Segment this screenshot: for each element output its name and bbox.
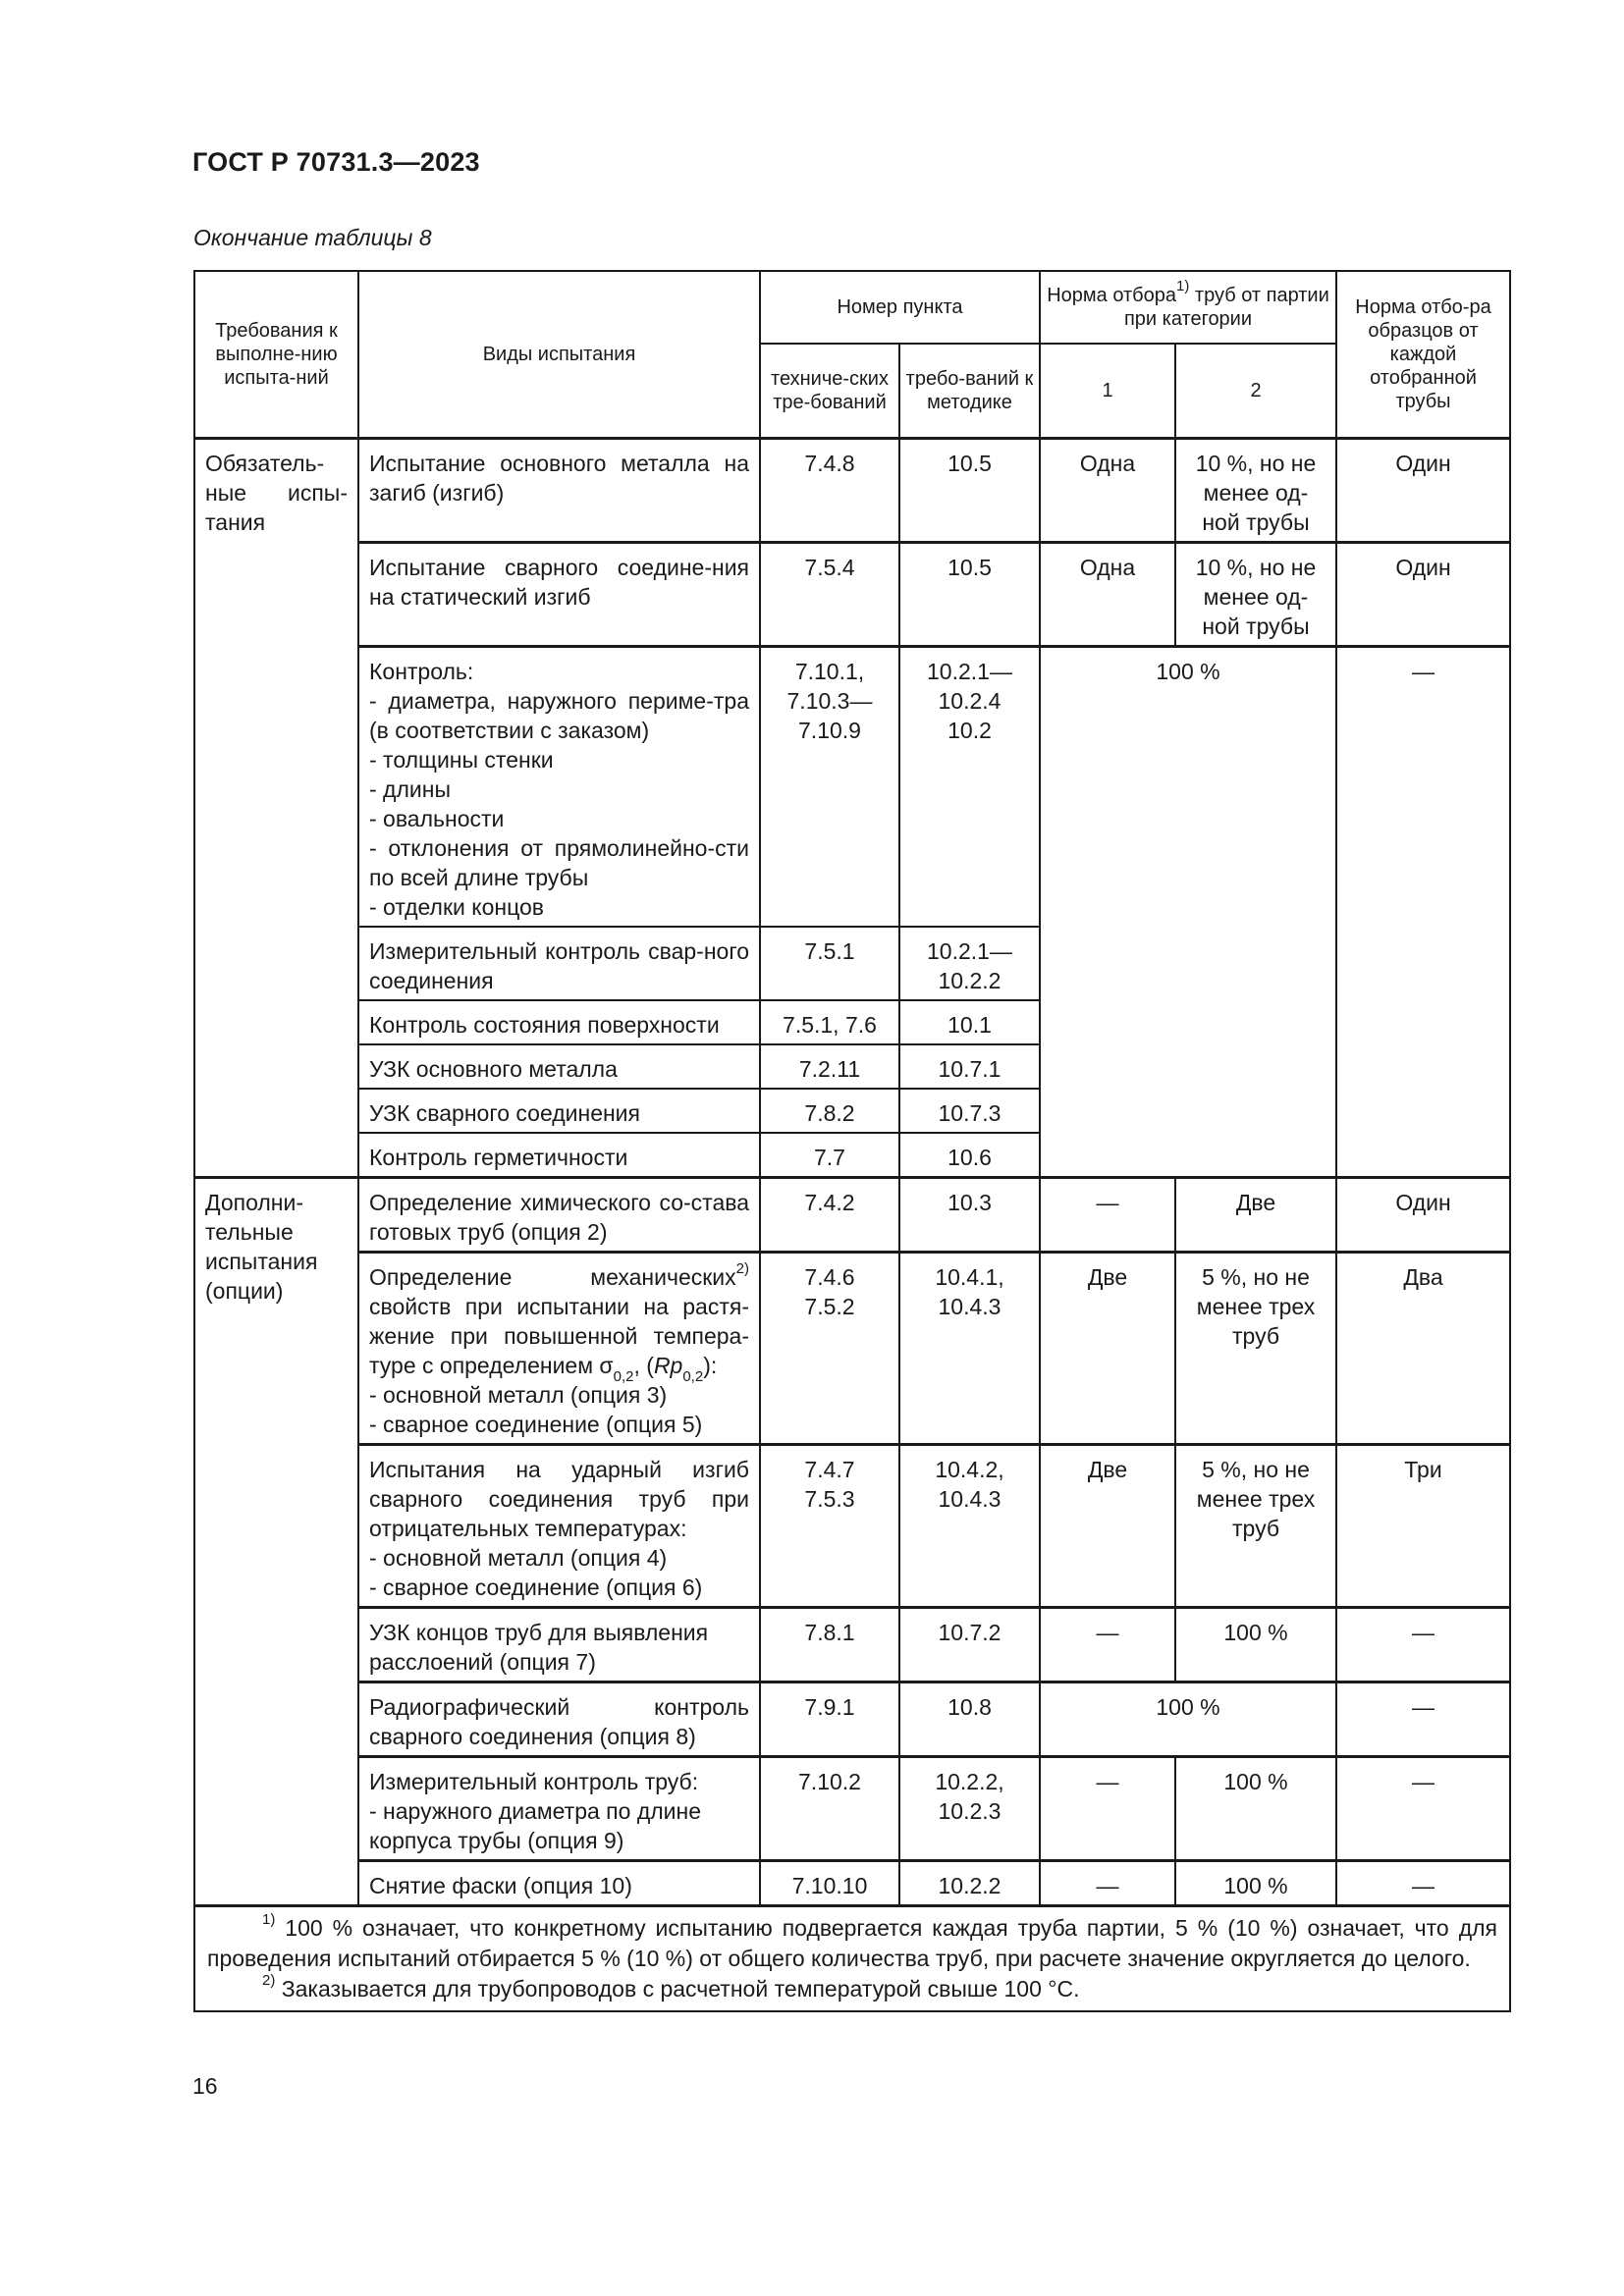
test-name: Контроль герметичности [358,1133,760,1178]
header-requirements: Требования к выполне-нию испыта-ний [194,271,358,438]
test-name: Определение химического со-става готовых труб (опция 2) [358,1177,760,1252]
tech-clause: 7.5.1, 7.6 [760,1000,899,1044]
specimen-value: Два [1336,1252,1510,1444]
specimen-value: — [1336,1756,1510,1860]
test-name: УЗК основного металла [358,1044,760,1089]
category-1-value: — [1040,1607,1175,1682]
tech-clause: 7.7 [760,1133,899,1178]
category-merged-value: 100 % [1040,1682,1336,1756]
table-row [194,1682,1510,1756]
category-merged-value: 100 % [1040,646,1336,1177]
category-2-value: 100 % [1175,1860,1336,1905]
group-mandatory: Обязатель-ные испы-тания [194,438,358,1177]
tech-clause: 7.10.10 [760,1860,899,1905]
method-clause: 10.2.2 [899,1860,1040,1905]
specimen-value: — [1336,1607,1510,1682]
tech-clause: 7.4.8 [760,438,899,542]
header-sampling-norm: Норма отбора$^{1)}$ труб от партии при категории [1040,271,1336,344]
tech-clause: 7.8.1 [760,1607,899,1682]
method-clause: 10.2.1— 10.2.2 [899,927,1040,1000]
table-row [194,1860,1510,1905]
tech-clause: 7.10.1, 7.10.3— 7.10.9 [760,646,899,927]
test-name: Испытание основного металла на загиб (изгиб) [358,438,760,542]
table-caption: Окончание таблицы 8 [193,225,432,250]
requirements-table [193,270,1511,2012]
table-row [194,1444,1510,1607]
footnote-1: $^{1)}$ 100 % означает, что конкретному испытанию подвергается каждая труба партии, 5 % (10 %) означает, что для проведения испытаний отбирается 5 % (10 %) от общего количества труб, при расчете значение округляется до целого. [207,1910,1497,1971]
category-1-value: — [1040,1177,1175,1252]
specimen-value: Один [1336,542,1510,646]
header-specimen-norm: Норма отбо-ра образцов от каждой отобранной трубы [1336,271,1510,438]
table-row [194,1252,1510,1444]
tech-clause: 7.4.6 7.5.2 [760,1252,899,1444]
header-test-types: Виды испытания [358,271,760,438]
method-clause: 10.2.1— 10.2.4 10.2 [899,646,1040,927]
specimen-value: — [1336,1682,1510,1756]
tech-clause: 7.4.2 [760,1177,899,1252]
table-row [194,1607,1510,1682]
category-1-value: Две [1040,1444,1175,1607]
specimen-value: Один [1336,438,1510,542]
method-clause: 10.3 [899,1177,1040,1252]
test-name: УЗК сварного соединения [358,1089,760,1133]
category-2-value: 5 %, но не менее трех труб [1175,1252,1336,1444]
method-clause: 10.1 [899,1000,1040,1044]
tech-clause: 7.9.1 [760,1682,899,1756]
category-1-value: Одна [1040,542,1175,646]
test-name: Определение механических$^{2)}$ свойств при испытании на растя-жение при повышенной темпера-туре с определением $\sigma_{0,2}$, $(Rp_{0,2})$: - основной металл (опция 3) - сварное соединение (опция 5) [358,1252,760,1444]
header-clause-number: Номер пункта [760,271,1040,344]
specimen-value: Один [1336,1177,1510,1252]
test-name: Радиографический контроль сварного соединения (опция 8) [358,1682,760,1756]
method-clause: 10.8 [899,1682,1040,1756]
method-clause: 10.4.1, 10.4.3 [899,1252,1040,1444]
table-row [194,1177,1510,1252]
category-2-value: 100 % [1175,1607,1336,1682]
specimen-value: — [1336,1860,1510,1905]
method-clause: 10.7.3 [899,1089,1040,1133]
category-2-value: 5 %, но не менее трех труб [1175,1444,1336,1607]
tech-clause: 7.5.1 [760,927,899,1000]
test-name: Измерительный контроль свар-ного соединения [358,927,760,1000]
footnotes [194,1905,1510,2011]
method-clause: 10.2.2, 10.2.3 [899,1756,1040,1860]
category-1-value: Одна [1040,438,1175,542]
footnote-2: $^{2)}$ Заказывается для трубопроводов с расчетной температурой свыше 100 °С. [262,1971,1080,2002]
header-category-2: 2 [1175,344,1336,438]
tech-clause: 7.8.2 [760,1089,899,1133]
test-name: Испытание сварного соедине-ния на статический изгиб [358,542,760,646]
test-name: Снятие фаски (опция 10) [358,1860,760,1905]
table-row [194,438,1510,542]
tech-clause: 7.2.11 [760,1044,899,1089]
tech-clause: 7.4.7 7.5.3 [760,1444,899,1607]
tech-clause: 7.5.4 [760,542,899,646]
header-tech-requirements: техниче-ских тре-бований [760,344,899,438]
test-name: Измерительный контроль труб: - наружного диаметра по длине корпуса трубы (опция 9) [358,1756,760,1860]
tech-clause: 7.10.2 [760,1756,899,1860]
test-name: УЗК концов труб для выявления расслоений (опция 7) [358,1607,760,1682]
method-clause: 10.7.2 [899,1607,1040,1682]
category-1-value: Две [1040,1252,1175,1444]
category-2-value: Две [1175,1177,1336,1252]
method-clause: 10.7.1 [899,1044,1040,1089]
category-2-value: 10 %, но не менее од-ной трубы [1175,438,1336,542]
category-1-value: — [1040,1756,1175,1860]
test-name: Контроль: - диаметра, наружного периме-тра (в соответствии с заказом) - толщины стенки - длины - овальности - отклонения от прямолинейно-сти по всей длине трубы - отделки концов [358,646,760,927]
category-1-value: — [1040,1860,1175,1905]
table-row [194,542,1510,646]
method-clause: 10.5 [899,542,1040,646]
method-clause: 10.6 [899,1133,1040,1178]
category-2-value: 100 % [1175,1756,1336,1860]
method-clause: 10.4.2, 10.4.3 [899,1444,1040,1607]
table-row [194,646,1510,927]
group-additional: Дополни-тельные испытания (опции) [194,1177,358,1905]
test-name: Контроль состояния поверхности [358,1000,760,1044]
page-number: 16 [192,2073,218,2099]
method-clause: 10.5 [899,438,1040,542]
specimen-value: Три [1336,1444,1510,1607]
footnotes-row [194,1905,1510,2011]
test-name: Испытания на ударный изгиб сварного соединения труб при отрицательных температурах: - основной металл (опция 4) - сварное соединение (опция 6) [358,1444,760,1607]
document-title: ГОСТ Р 70731.3—2023 [192,147,480,177]
table-row [194,1756,1510,1860]
header-category-1: 1 [1040,344,1175,438]
header-method-requirements: требо-ваний к методике [899,344,1040,438]
specimen-value: — [1336,646,1510,1177]
category-2-value: 10 %, но не менее од-ной трубы [1175,542,1336,646]
